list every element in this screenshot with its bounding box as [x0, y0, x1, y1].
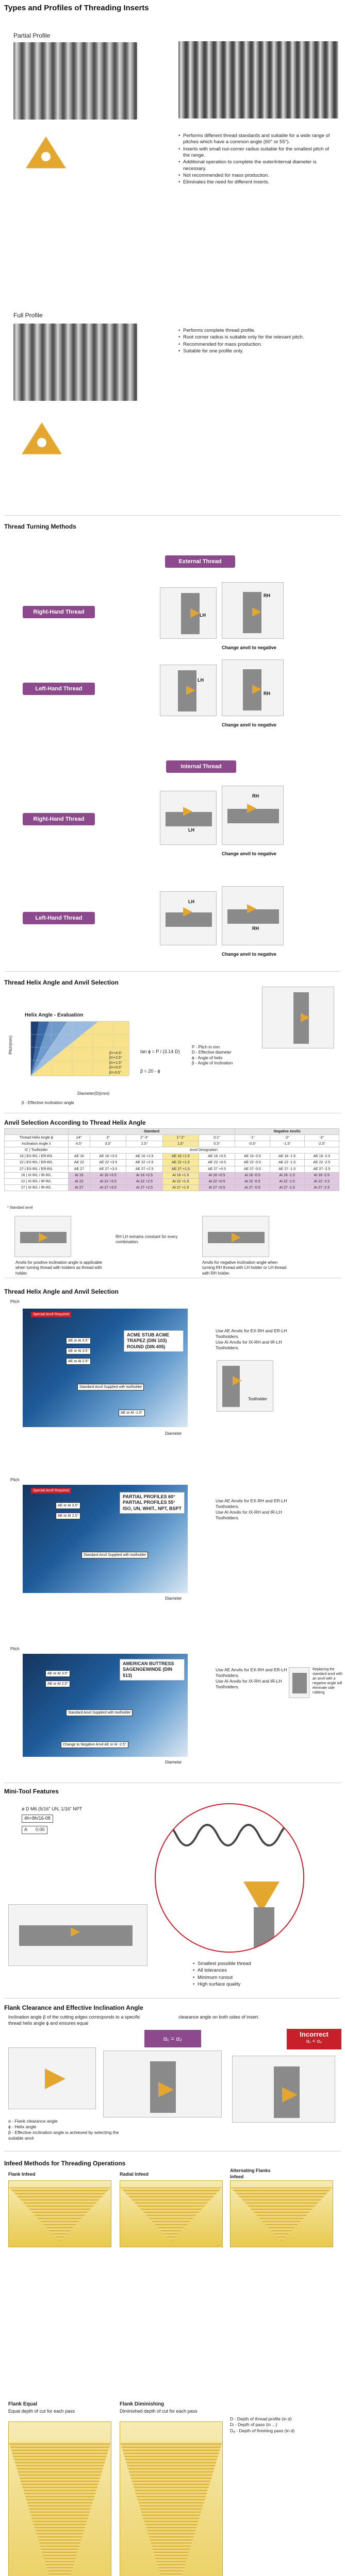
a-label: A	[24, 1827, 27, 1832]
rh-lh-constant-note: RH LH remains constant for every combination.	[116, 1234, 178, 1245]
negative-anvil-diagram	[202, 1216, 269, 1257]
table-cell: AE 16 +1.5	[162, 1154, 199, 1160]
flank-diagram-1	[8, 2047, 96, 2109]
table-cell: AE 16 -2.5	[304, 1154, 339, 1160]
table-cell: -0.5°	[235, 1141, 270, 1147]
helix-angle-title-1: Thread Helix Angle and Anvil Selection	[4, 979, 119, 986]
full-profile-thread-photo	[13, 324, 137, 401]
helix-chart-1	[23, 1309, 188, 1427]
negative-anvil-small-diagram	[289, 1667, 309, 1698]
note-line: Use AE Anvils for EX-RH and ER-LH Toolholders.	[216, 1498, 287, 1510]
full-profile-insert-icon	[22, 422, 62, 459]
table-cell: AE 22 +2.5	[126, 1160, 162, 1166]
table-cell: AI 16 +1.5	[162, 1172, 199, 1178]
mark-label: RH	[264, 593, 270, 598]
formula-line: ϕ - Angle of helix	[192, 1055, 223, 1060]
flank-diagram-incorrect	[232, 2056, 335, 2123]
divider	[4, 971, 341, 972]
int-rh-diagram-1	[160, 791, 217, 845]
helix-legend	[109, 1051, 122, 1075]
table-cell: 0.5°	[199, 1141, 235, 1147]
pitch-label-2: Pitch	[10, 1478, 20, 1482]
mini-tool-holder-diagram	[8, 1904, 147, 1966]
special-anvil-tag-1: Special Anvil Required	[31, 1312, 71, 1317]
bullet: • Not recommended for mass production.	[178, 173, 333, 179]
table-cell: AE 27 -1.5	[270, 1166, 304, 1172]
external-thread-pill: External Thread	[165, 555, 235, 568]
left-hand-pill-int: Left-Hand Thread	[23, 912, 95, 924]
positive-anvil-diagram	[14, 1216, 71, 1257]
formula-left: tan ϕ = P / (3.14·D)	[140, 1049, 180, 1054]
mark-label: RH	[252, 926, 259, 931]
inclination-note: β - Effective inclination angle	[22, 1100, 74, 1105]
table-cell: -2.5°	[304, 1141, 339, 1147]
bullet: • Recommended for mass production.	[178, 342, 333, 348]
note-line: Use AE Anvils for EX-RH and ER-LH Toolholders.	[216, 1667, 287, 1679]
profile-box-1: ACME STUB ACME TRAPEZ (DIN 103) ROUND (DIN 405)	[124, 1330, 184, 1352]
ext-rh-diagram-1	[160, 587, 217, 639]
partial-profile-ring-photo	[178, 41, 338, 118]
int-rh-diagram-2	[222, 786, 284, 845]
full-profile-bullets	[178, 328, 333, 355]
standard-anvil-note: * Standard anvil	[7, 1206, 33, 1210]
bullet: • Additional operation to complete the outer/internal diameter is necessary.	[178, 159, 333, 172]
x-axis-label: Diameter(D)(mm)	[77, 1091, 110, 1096]
table-cell: AI 16 +2.5	[126, 1172, 162, 1178]
table-cell: AI 27 +3.5	[90, 1184, 126, 1191]
infeed-methods-title: Infeed Methods for Threading Operations	[4, 2160, 126, 2167]
legend-item: β=+2.5°	[109, 1056, 122, 1060]
a-value: 0.00	[36, 1827, 45, 1832]
pitch-label-1: Pitch	[10, 1299, 20, 1304]
legend-item: β=-0.5°	[109, 1071, 121, 1075]
right-hand-pill-int: Right-Hand Thread	[23, 813, 95, 825]
table-cell: AE 16 +3.5	[90, 1154, 126, 1160]
ext-rh-diagram-2	[222, 582, 284, 639]
table-cell: AE 16 -1.5	[270, 1154, 304, 1160]
table-cell: 1°-2°	[162, 1135, 199, 1141]
int-lh-diagram-1	[160, 891, 217, 945]
table-cell: AE 16	[68, 1154, 90, 1160]
diameter-label-3: Diameter	[165, 1760, 182, 1765]
table-cell: AI 16 -2.5	[304, 1172, 339, 1178]
equal-angle-banner: α₁ = α₂	[144, 2030, 201, 2047]
table-cell: AI 22 +1.5	[162, 1178, 199, 1184]
tag: AE or AI 2.5°	[45, 1681, 70, 1687]
left-hand-pill-ext: Left-Hand Thread	[23, 683, 95, 695]
helix-angle-title-2: Thread Helix Angle and Anvil Selection	[4, 1288, 119, 1295]
table-cell: Anvil Designation	[68, 1147, 339, 1154]
tag: Standard Anvil Supplied with toolholder	[77, 1384, 144, 1391]
note-line: Use AE Anvils for EX-RH and ER-LH Toolholders.	[216, 1328, 287, 1340]
flank-equal-desc: Equal depth of cut for each pass	[8, 2409, 75, 2414]
incorrect-formula: α₁ < α₂	[306, 2038, 322, 2044]
flank-equal-diagram	[8, 2421, 111, 2576]
ext-lh-diagram-1	[160, 665, 217, 716]
table-cell: 1.5°	[162, 1141, 199, 1147]
mark-label: LH	[198, 677, 204, 683]
table-row	[5, 1147, 339, 1154]
table-cell: AE 27 -2.5	[304, 1166, 339, 1172]
partial-profile-title: Partial Profile	[13, 32, 51, 39]
partial-profile-bullets	[178, 133, 333, 187]
partial-profile-insert-icon	[26, 137, 66, 173]
flank-diagram-2	[103, 2050, 222, 2117]
anvil-selection-title: Anvil Selection According to Thread Helix Angle	[4, 1119, 146, 1126]
table-cell: AE 22 +1.5	[162, 1160, 199, 1166]
full-profile-title: Full Profile	[13, 312, 43, 319]
table-cell: AE 27 +1.5	[162, 1166, 199, 1172]
mini-tool-features	[193, 1961, 296, 1988]
bullet: • Suitable for one profile only.	[178, 348, 333, 354]
formula-line: β - Angle of Inclination	[192, 1061, 233, 1066]
negative-anvil-caption: Anvils for negative inclination angle when turning RH thread with LH holder or LH thread with RH holder.	[202, 1260, 287, 1276]
table-cell: AE 22 +0.5	[199, 1160, 235, 1166]
note-line: Use AI Anvils for IX-RH and IR-LH Toolholders.	[216, 1679, 282, 1690]
table-cell: AI 27 +2.5	[126, 1184, 162, 1191]
profile-box-2: PARTIAL PROFILES 60° PARTIAL PROFILES 55° ISO, UN, WHIT., NPT, BSPT	[120, 1492, 185, 1514]
infeed-legend	[230, 2416, 338, 2434]
table-cell: AE 27 +3.5	[90, 1166, 126, 1172]
table-cell: AI 22 +3.5	[90, 1178, 126, 1184]
table-cell: AI 16 -1.5	[270, 1172, 304, 1178]
table-cell: -1.5°	[270, 1141, 304, 1147]
toolholder-diagram	[217, 1360, 273, 1412]
incorrect-title: Incorrect	[300, 2030, 328, 2038]
tag: Change to Negative Anvil AE or AI -2.5°	[61, 1741, 128, 1748]
feature: • Smallest possible thread	[193, 1961, 296, 1967]
legend-line: Dᵢ - Depth of pass (in ...)	[230, 2422, 277, 2428]
flank-legend	[8, 2119, 132, 2141]
feature: • High surface quality	[193, 1981, 296, 1988]
mini-tool-tolerance: 4h<8h/16-08	[22, 1815, 53, 1823]
change-anvil-note-1: Change anvil to negative	[222, 645, 277, 650]
helix-eval-title: Helix Angle - Evaluation	[25, 1012, 84, 1018]
standard-header: Standard	[68, 1129, 235, 1135]
table-row	[5, 1166, 339, 1172]
table-cell: AI 16 +0.5	[199, 1172, 235, 1178]
chart-2-notes	[216, 1498, 298, 1521]
pitch-label-3: Pitch	[10, 1647, 20, 1651]
table-cell: AI 16 -0.5	[235, 1172, 270, 1178]
table-cell: AI 27	[68, 1184, 90, 1191]
table-cell: AI 27 -2.5	[304, 1184, 339, 1191]
formula-line: D - Effective diameter	[192, 1050, 232, 1055]
alternating-infeed-diagram	[230, 2180, 333, 2247]
table-cell: 0-1°	[199, 1135, 235, 1141]
table-row	[5, 1154, 339, 1160]
table-cell: Inclination Angle λ	[5, 1141, 69, 1147]
table-cell: AE 22 -0.5	[235, 1160, 270, 1166]
table-row	[5, 1184, 339, 1191]
table-cell: 16 | IX-R/L / IR-R/L	[5, 1172, 69, 1178]
mark-label: LH	[200, 613, 206, 618]
legend-line: ϕ - Helix angle	[8, 2124, 37, 2130]
bullet: • Eliminates the need for different inserts.	[178, 179, 333, 185]
table-cell: AI 27 -0.5	[235, 1184, 270, 1191]
tag: Standard Anvil Supplied with toolholder	[66, 1709, 133, 1716]
change-anvil-note-2: Change anvil to negative	[222, 722, 277, 727]
note-line: Use AI Anvils for IX-RH and IR-LH Toolholders.	[216, 1340, 282, 1351]
flank-right-text: clearance angle on both sides of insert.	[178, 2014, 259, 2020]
table-cell: AE 22	[68, 1160, 90, 1166]
ext-lh-diagram-2	[222, 659, 284, 716]
chart-3-notes	[216, 1667, 288, 1690]
table-cell: ≥4°	[68, 1135, 90, 1141]
formula-right	[192, 1045, 233, 1066]
method-radial: Radial Infeed	[120, 2172, 149, 2177]
partial-profile-thread-photo	[13, 42, 137, 120]
divider	[4, 515, 341, 516]
table-row	[5, 1135, 339, 1141]
table-cell: AE 27 -0.5	[235, 1166, 270, 1172]
table-cell: -3°	[304, 1135, 339, 1141]
table-cell: AE 27	[68, 1166, 90, 1172]
flank-diminishing-diagram	[120, 2421, 223, 2576]
table-cell: AI 22 +0.5	[199, 1178, 235, 1184]
flank-clearance-title: Flank Clearance and Effective Inclination Angle	[4, 2004, 143, 2011]
table-cell: AI 27 +1.5	[162, 1184, 199, 1191]
tag: AE or AI 3.5°	[56, 1502, 80, 1509]
table-cell: 16 | EX-R/L / ER-R/L	[5, 1154, 69, 1160]
table-row	[5, 1160, 339, 1166]
table-cell: AE 22 -2.5	[304, 1160, 339, 1166]
bullet: • Performs different thread standards and suitable for a wide range of pitches which have a common angle (60° or 55°).	[178, 133, 333, 146]
tag: AE or AI 3.5°	[66, 1348, 91, 1354]
formula-line: P - Pitch in mm	[192, 1045, 220, 1049]
table-cell: AI 22 +2.5	[126, 1178, 162, 1184]
table-cell: 4.5°	[68, 1141, 90, 1147]
table-cell: AE 16 +0.5	[199, 1154, 235, 1160]
mini-tool-a	[22, 1826, 47, 1834]
flank-infeed-diagram	[8, 2180, 111, 2247]
change-anvil-note-3: Change anvil to negative	[222, 851, 277, 856]
method-flank: Flank Infeed	[8, 2172, 36, 2177]
legend-line: Dᵩ - Depth of finishing pass (in d)	[230, 2428, 295, 2433]
incorrect-banner	[287, 2029, 341, 2049]
diameter-label-2: Diameter	[165, 1596, 182, 1601]
thread-zoom-svg	[156, 1804, 304, 1953]
table-cell: Thread Helix Angle ϕ	[5, 1135, 69, 1141]
feature: • Minimum runout	[193, 1975, 296, 1981]
mini-tool-title: Mini-Tool Features	[4, 1788, 59, 1795]
table-cell: 22 | EX-R/L / ER-R/L	[5, 1160, 69, 1166]
table-cell: AI 16	[68, 1172, 90, 1178]
mini-tool-spec: ø D M6 (5/16" UN, 1/16" NPT	[22, 1806, 83, 1811]
profile-box-3: AMERICAN BUTTRESS SAGENGEWINDE (DIN 513)	[120, 1659, 185, 1681]
table-cell: AI 22 -2.5	[304, 1178, 339, 1184]
mark-label: LH	[188, 899, 194, 904]
turning-methods-title: Thread Turning Methods	[4, 523, 76, 530]
mini-tool-zoom-circle	[155, 1803, 304, 1953]
table-cell: AE 16 +2.5	[126, 1154, 162, 1160]
table-cell: AI 22	[68, 1178, 90, 1184]
bullet: • Performs complete thread profile.	[178, 328, 333, 334]
tag: AE or AI 3.5°	[45, 1670, 70, 1677]
flank-dim-title: Flank Diminishing	[120, 2401, 165, 2407]
mark-label: RH	[264, 691, 270, 696]
table-cell: IC | Toolholder	[5, 1147, 69, 1154]
special-anvil-tag-2: Special Anvil Required	[31, 1488, 71, 1494]
radial-infeed-diagram	[120, 2180, 223, 2247]
negative-header: Negative Anvils	[235, 1129, 339, 1135]
mark-label: RH	[252, 793, 259, 799]
table-cell: AE 27 +2.5	[126, 1166, 162, 1172]
table-cell: AE 22 +3.5	[90, 1160, 126, 1166]
tag: AE or AI -1.5°	[119, 1410, 145, 1416]
tag: Standard Anvil Supplied with toolholder	[81, 1552, 148, 1558]
chart-1-notes	[216, 1328, 298, 1351]
helix-insert-diagram	[262, 987, 334, 1048]
method-alternating: Alternating Flanks Infeed	[230, 2168, 271, 2179]
legend-line: α - Flank clearance angle	[8, 2119, 58, 2124]
legend-item: β=+1.5°	[109, 1061, 122, 1065]
table-cell: 3.5°	[90, 1141, 126, 1147]
right-hand-pill-ext: Right-Hand Thread	[23, 606, 95, 618]
table-cell: 3°	[90, 1135, 126, 1141]
int-lh-diagram-2	[222, 886, 284, 945]
legend-line: D - Depth of thread profile (in d)	[230, 2416, 292, 2421]
table-cell: 22 | IX-R/L / IR-R/L	[5, 1178, 69, 1184]
positive-anvil-caption: Anvils for positive inclination angle is applicable when turning thread with holders as thread with holder.	[15, 1260, 103, 1276]
types-profiles-title: Types and Profiles of Threading Inserts	[4, 4, 149, 12]
anvil-table	[4, 1128, 339, 1191]
legend-item: β=+0.5°	[109, 1066, 122, 1070]
table-header	[5, 1129, 69, 1135]
bullet: • Root corner radius is suitable only for the relevant pitch.	[178, 334, 333, 341]
flank-left-text: Inclination angle β of the cutting edges corresponds to a specific thread helix angle ϕ and ensures equal	[8, 2014, 140, 2026]
mark-label: LH	[188, 827, 194, 833]
table-cell: AE 27 +0.5	[199, 1166, 235, 1172]
table-cell: AI 22 -1.5	[270, 1178, 304, 1184]
tag: AE or AI 4.5°	[66, 1337, 91, 1344]
legend-item: β=+4.5°	[109, 1052, 122, 1055]
table-cell: AE 22 -1.5	[270, 1160, 304, 1166]
table-cell: AI 27 -1.5	[270, 1184, 304, 1191]
table-cell: AI 27 +0.5	[199, 1184, 235, 1191]
toolholder-label: Toolholder	[248, 1397, 267, 1401]
table-row	[5, 1172, 339, 1178]
diameter-label-1: Diameter	[165, 1431, 182, 1436]
y-axis-label: Pitch(mm)	[8, 1036, 13, 1055]
table-row	[5, 1141, 339, 1147]
table-cell: AI 22 -0.5	[235, 1178, 270, 1184]
table-cell: 27 | IX-R/L / IR-R/L	[5, 1184, 69, 1191]
table-cell: 2.5°	[126, 1141, 162, 1147]
tag: AE or AI 2.5°	[66, 1358, 91, 1365]
side-rubbing-note: Replacing the standard anvil with an anvil with a negative angle will eliminate side rubbing	[313, 1668, 342, 1695]
bullet: • Inserts with small nut-corner radius suitable for the smallest pitch of the range.	[178, 146, 333, 159]
table-cell: 2°-3°	[126, 1135, 162, 1141]
formula-2: β = 20 - ϕ	[140, 1069, 160, 1074]
table-cell: -1°	[235, 1135, 270, 1141]
flank-equal-title: Flank Equal	[8, 2401, 38, 2407]
legend-line: β - Effective inclination angle is achieved by selecting the suitable anvil	[8, 2130, 119, 2141]
table-cell: 27 | EX-R/L / ER-R/L	[5, 1166, 69, 1172]
table-row	[5, 1178, 339, 1184]
table-cell: AI 16 +3.5	[90, 1172, 126, 1178]
note-line: Use AI Anvils for IX-RH and IR-LH Toolholders.	[216, 1510, 282, 1521]
change-anvil-note-4: Change anvil to negative	[222, 952, 277, 957]
table-cell: AE 16 -0.5	[235, 1154, 270, 1160]
feature: • All tolerances	[193, 1968, 296, 1974]
internal-thread-pill: Internal Thread	[166, 760, 236, 773]
tag: AE or AI 2.5°	[56, 1513, 80, 1519]
flank-dim-desc: Diminished depth of cut for each pass	[120, 2409, 198, 2414]
table-cell: -2°	[270, 1135, 304, 1141]
